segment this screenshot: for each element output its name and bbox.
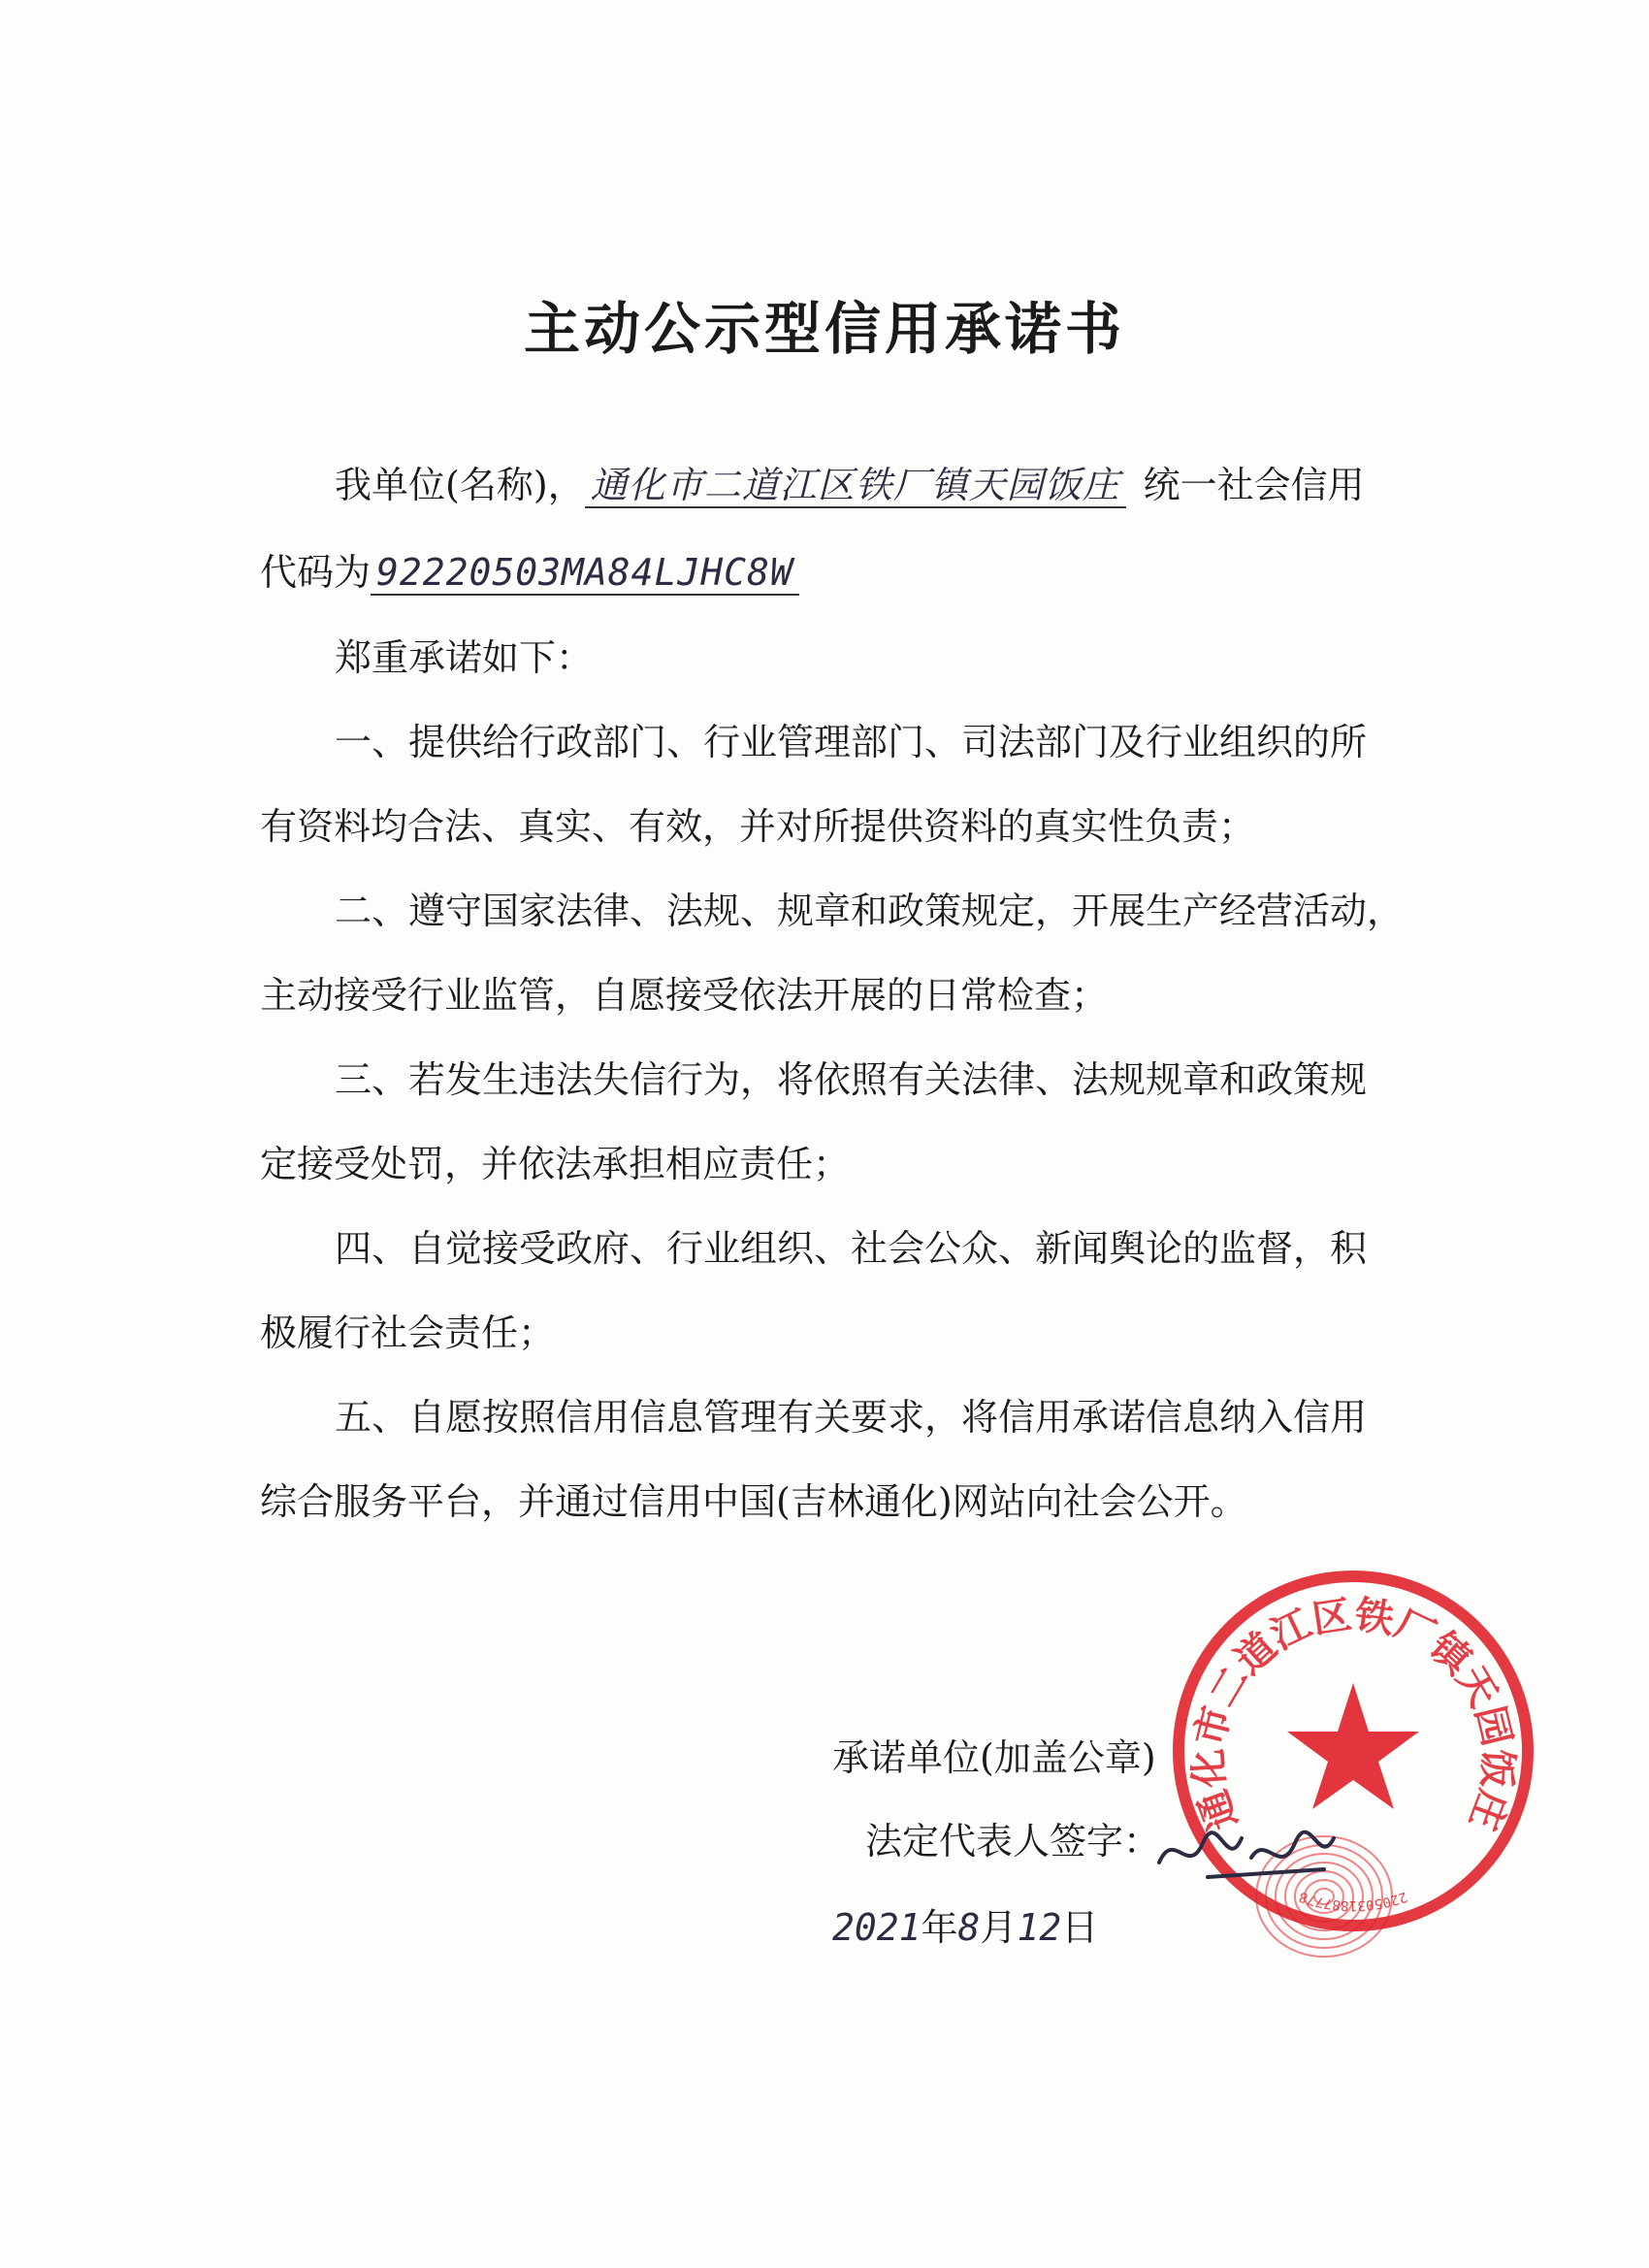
seal-star-icon bbox=[1287, 1683, 1419, 1809]
date-day-char: 日 bbox=[1061, 1906, 1099, 1949]
commitment-unit-label: 承诺单位(加盖公章) bbox=[832, 1736, 1156, 1779]
seal-name: 通化市二道江区铁厂镇天园饭庄 bbox=[1186, 1592, 1520, 1836]
legal-rep-label: 法定代表人签字： bbox=[865, 1820, 1161, 1863]
intro-line-2 bbox=[260, 551, 799, 596]
item-2-line-2: 主动接受行业监管，自愿接受依法开展的日常检查； bbox=[260, 974, 1109, 1017]
pledge-lead: 郑重承诺如下： bbox=[335, 636, 594, 679]
date-year-char: 年 bbox=[921, 1906, 958, 1949]
signature-icon bbox=[1149, 1809, 1373, 1896]
item-2-line-1: 二、遵守国家法律、法规、规章和政策规定，开展生产经营活动， bbox=[335, 890, 1405, 932]
intro-suffix: 统一社会信用 bbox=[1143, 464, 1365, 506]
item-5-line-1: 五、自愿按照信用信息管理有关要求，将信用承诺信息纳入信用 bbox=[335, 1396, 1368, 1439]
date-month: 8 bbox=[957, 1906, 981, 1949]
item-3-line-2: 定接受处罚，并依法承担相应责任； bbox=[260, 1143, 851, 1185]
item-1-line-2: 有资料均合法、真实、有效，并对所提供资料的真实性负责； bbox=[260, 805, 1256, 848]
date-line bbox=[832, 1906, 1098, 1951]
item-4-line-1: 四、自觉接受政府、行业组织、社会公众、新闻舆论的监督，积 bbox=[335, 1227, 1368, 1270]
date-day: 12 bbox=[1017, 1906, 1062, 1949]
item-1-line-1: 一、提供给行政部门、行业管理部门、司法部门及行业组织的所 bbox=[335, 721, 1368, 763]
item-3-line-1: 三、若发生违法失信行为，将依照有关法律、法规规章和政策规 bbox=[335, 1058, 1368, 1101]
item-5-line-2: 综合服务平台，并通过信用中国(吉林通化)网站向社会公开。 bbox=[260, 1480, 1247, 1523]
credit-code-handwritten: 92220503MA84LJHC8W bbox=[371, 551, 799, 596]
code-prefix: 代码为 bbox=[260, 551, 372, 594]
seal-number: 2205031887778 bbox=[1297, 1888, 1409, 1914]
intro-line-1 bbox=[335, 464, 1365, 508]
company-name-handwritten: 通化市二道江区铁厂镇天园饭庄 bbox=[585, 464, 1126, 508]
date-year: 2021 bbox=[832, 1906, 922, 1949]
intro-prefix: 我单位(名称)， bbox=[335, 464, 585, 506]
item-4-line-2: 极履行社会责任； bbox=[260, 1312, 556, 1354]
date-month-char: 月 bbox=[980, 1906, 1018, 1949]
document-title: 主动公示型信用承诺书 bbox=[523, 296, 1125, 362]
